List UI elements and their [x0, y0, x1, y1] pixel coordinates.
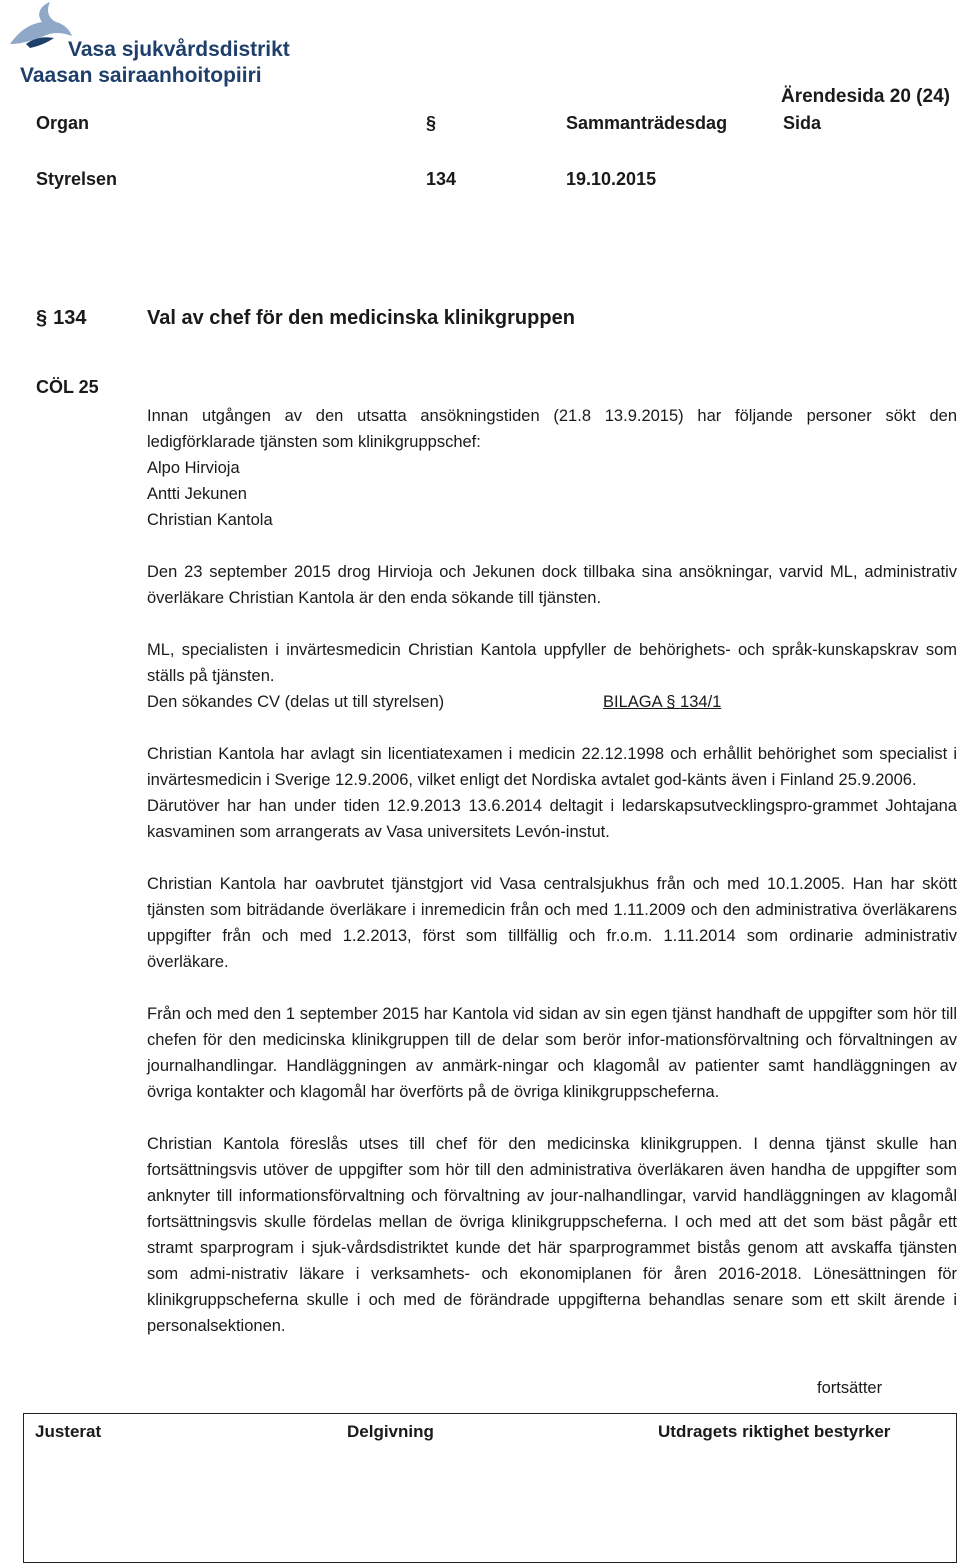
bird-logo-icon	[6, 0, 76, 60]
item-number: 134	[53, 307, 87, 329]
applicant-name: Alpo Hirvioja	[147, 459, 240, 477]
applicant-name: Antti Jekunen	[147, 485, 247, 503]
document-body	[147, 403, 957, 1339]
meeting-date: 19.10.2015	[566, 169, 657, 189]
paragraph-education: Christian Kantola har avlagt sin licentiatexamen i medicin 22.12.1998 och erhållit behörighet som specialist i invärtesmedicin i Sverige 12.9.2006, vilket enligt det Nordiska avtalet god-känts även i Finland 25.9.2006.	[147, 745, 957, 789]
paragraph-duties: Från och med den 1 september 2015 har Kantola vid sidan av sin egen tjänst handhaft de uppgifter som hör till chefen för den medicinska klinikgruppen till de delar som berör infor-mationsförvaltning och förvaltningen av journalhandlingar. Handläggningen av anmärk-ningar och klagomål av patienter samt handläggningen av övriga kontakter och klagomål har överförts på de övriga klinikgruppscheferna.	[147, 1005, 957, 1101]
applicant-name: Christian Kantola	[147, 511, 273, 529]
item-title-row	[36, 307, 575, 330]
continues-note: fortsätter	[817, 1379, 883, 1397]
footer-justerat: Justerat	[35, 1422, 102, 1441]
organ-label: Organ	[36, 113, 90, 133]
cv-label: Den sökandes CV (delas ut till styrelsen)	[147, 693, 445, 711]
paragraph-withdrawal: Den 23 september 2015 drog Hirvioja och Jekunen dock tillbaka sina ansökningar, varvid ML, administrativ överläkare Christian Kantola är den enda sökande till tjänsten.	[147, 563, 957, 607]
logo	[6, 0, 306, 90]
paragraph-sign-label: §	[426, 113, 437, 133]
paragraph-sign: §	[36, 307, 48, 329]
case-code: CÖL 25	[36, 377, 99, 397]
organization-name-swedish: Vasa sjukvårdsdistrikt	[68, 38, 290, 61]
paragraph-number: 134	[426, 169, 457, 189]
footer-certify: Utdragets riktighet bestyrker	[658, 1422, 891, 1441]
paragraph-applications: Innan utgången av den utsatta ansökningstiden (21.8 13.9.2015) har följande personer sökt den ledigförklarade tjänsten som klinikgruppschef:	[147, 407, 957, 451]
meeting-date-label: Sammanträdesdag	[566, 113, 728, 133]
footer-delgivning: Delgivning	[347, 1422, 434, 1441]
signature-box	[23, 1413, 957, 1563]
attachment-row	[147, 689, 957, 715]
paragraph-qualifications: ML, specialisten i invärtesmedicin Christian Kantola uppfyller de behörighets- och språk-kunskapskrav som ställs på tjänsten.	[147, 641, 957, 685]
item-title: Val av chef för den medicinska klinikgruppen	[147, 307, 575, 329]
paragraph-employment: Christian Kantola har oavbrutet tjänstgjort vid Vasa centralsjukhus från och med 10.1.2005. Han har skött tjänsten som biträdande överläkare i inremedicin från och med 1.11.2009 och den administrativa överläkarens uppgifter från och med 1.2.2013, först som tillfällig och fr.o.m. 1.11.2014 som ordinarie administrativ överläkare.	[147, 875, 957, 971]
page-counter: Ärendesida 20 (24)	[781, 86, 950, 107]
page-column-label: Sida	[783, 113, 822, 133]
attachment-link[interactable]: BILAGA § 134/1	[603, 693, 722, 711]
paragraph-proposal: Christian Kantola föreslås utses till chef för den medicinska klinikgruppen. I denna tjänst skulle han fortsättningsvis utöver de uppgifter som hör till den administrativa överläkaren även handha de uppgifter som anknyter till informationsförvaltning och förvaltning av jour-nalhandlingar, varvid handläggningen av klagomål fortsättningsvis skulle fördelas mellan de övriga klinikgruppscheferna. I och med att det som bäst pågår ett stramt sparprogram i sjuk-vårdsdistriktet kunde det här sparprogrammet bistås genom att avskaffa tjänsten som admi-nistrativ läkare i verksamhets- och ekonomiplanen för åren 2016-2018. Lönesättningen för klinikgruppscheferna skulle i och med de förändrade uppgifterna behandlas senare som ett skilt ärende i personalsektionen.	[147, 1135, 957, 1335]
organization-name-finnish: Vaasan sairaanhoitopiiri	[20, 64, 262, 87]
paragraph-leadership: Därutöver har han under tiden 12.9.2013 13.6.2014 deltagit i ledarskapsutvecklingspro-grammet Johtajana kasvaminen som arrangerats av Vasa universitets Levón-instut.	[147, 797, 957, 841]
organ-value: Styrelsen	[36, 169, 118, 189]
